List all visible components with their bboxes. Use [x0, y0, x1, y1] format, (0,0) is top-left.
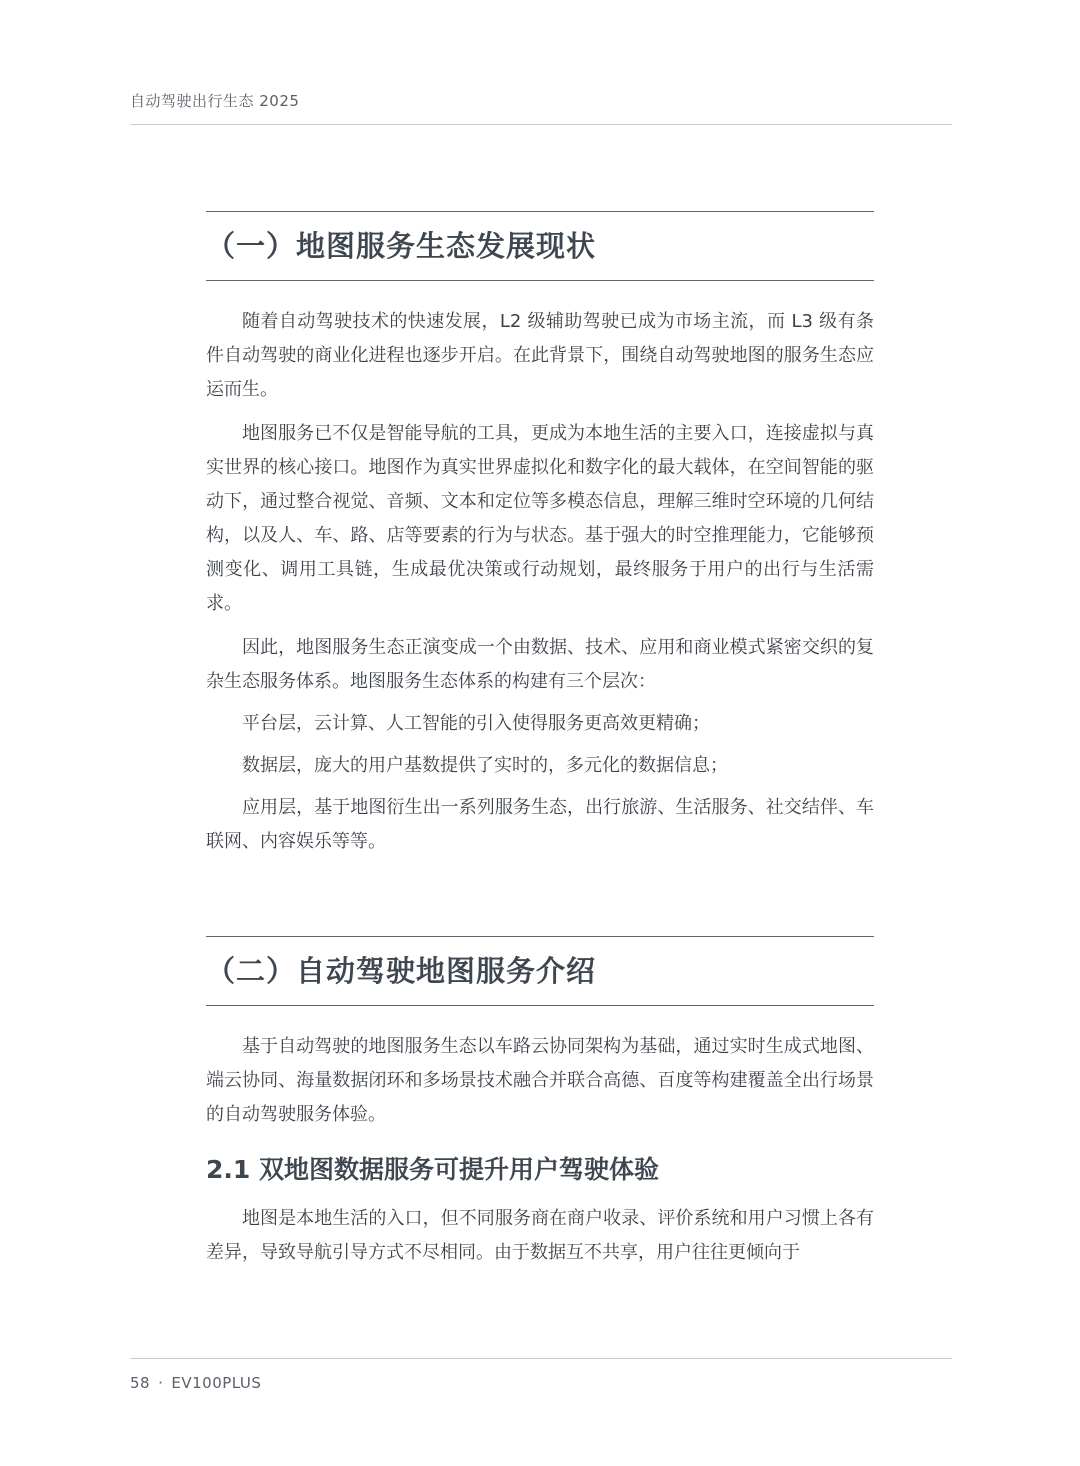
section-2: [206, 936, 874, 1270]
list-item: 数据层，庞大的用户基数提供了实时的，多元化的数据信息；: [242, 755, 728, 776]
page-footer: [130, 1374, 261, 1392]
subsection-title: 2.1 双地图数据服务可提升用户驾驶体验: [206, 1155, 659, 1184]
publication-name: EV100PLUS: [171, 1374, 262, 1392]
page-number: 58: [130, 1374, 151, 1392]
footer-separator: ·: [158, 1374, 164, 1392]
paragraph: 基于自动驾驶的地图服务生态以车路云协同架构为基础，通过实时生成式地图、端云协同、海量数据闭环和多场景技术融合并联合高德、百度等构建覆盖全出行场景的自动驾驶服务体验。: [206, 1036, 874, 1125]
section-title: （二）自动驾驶地图服务介绍: [206, 954, 597, 988]
paragraph: 地图是本地生活的入口，但不同服务商在商户收录、评价系统和用户习惯上各有差异，导致导航引导方式不尽相同。由于数据互不共享，用户往往更倾向于: [206, 1208, 874, 1263]
list-item: 应用层，基于地图衍生出一系列服务生态，出行旅游、生活服务、社交结伴、车联网、内容娱乐等等。: [206, 797, 874, 852]
section-1: [206, 211, 874, 859]
section-title: （一）地图服务生态发展现状: [206, 229, 597, 263]
header-divider: [130, 124, 952, 125]
running-header: 自动驾驶出行生态 2025: [130, 92, 300, 110]
paragraph: 地图服务已不仅是智能导航的工具，更成为本地生活的主要入口，连接虚拟与真实世界的核心接口。地图作为真实世界虚拟化和数字化的最大载体，在空间智能的驱动下，通过整合视觉、音频、文本和定位等多模态信息，理解三维时空环境的几何结构，以及人、车、路、店等要素的行为与状态。基于强大的时空推理能力，它能够预测变化、调用工具链，生成最优决策或行动规划，最终服务于用户的出行与生活需求。: [206, 423, 874, 614]
paragraph: 因此，地图服务生态正演变成一个由数据、技术、应用和商业模式紧密交织的复杂生态服务体系。地图服务生态体系的构建有三个层次：: [206, 637, 874, 692]
footer-divider: [130, 1358, 952, 1359]
list-item: 平台层，云计算、人工智能的引入使得服务更高效更精确；: [242, 713, 710, 734]
paragraph: 随着自动驾驶技术的快速发展，L2 级辅助驾驶已成为市场主流，而 L3 级有条件自动驾驶的商业化进程也逐步开启。在此背景下，围绕自动驾驶地图的服务生态应运而生。: [206, 311, 874, 400]
